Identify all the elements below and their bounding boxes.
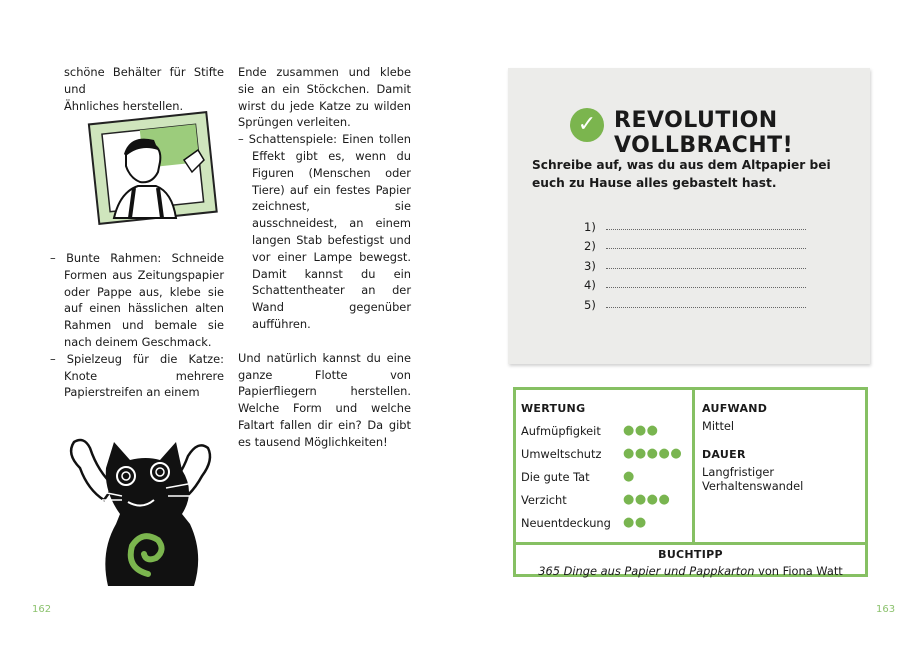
answer-lines	[584, 214, 806, 312]
buchtipp-heading: BUCHTIPP	[658, 548, 723, 561]
answer-line[interactable]: 2)	[584, 234, 806, 254]
criterion-dots: ●●●●●	[623, 446, 683, 461]
paragraph: Ende zusammen und klebe sie an ein Stöckchen. Damit wirst du jede Katze zu wilden Sprüngen verleiten.	[238, 65, 411, 130]
note-prompt: Schreibe auf, was du aus dem Altpapier bei euch zu Hause alles gebastelt hast.	[532, 158, 831, 190]
criterion-label: Umweltschutz	[521, 447, 602, 461]
answer-line[interactable]: 1)	[584, 214, 806, 234]
dauer-value: Langfristiger Verhaltenswandel	[702, 465, 804, 493]
aufwand-value: Mittel	[702, 419, 735, 433]
paragraph: Und natürlich kannst du eine ganze Flotte von Papierfliegern herstellen. Welche Form und welche Faltart fallen dir ein? Da gibt es tausend Möglichkeiten!	[238, 350, 411, 449]
answer-line[interactable]: 5)	[584, 292, 806, 312]
criterion-dots: ●	[623, 469, 635, 484]
page-number-left: 162	[32, 604, 52, 615]
column1-bottom-text	[50, 250, 224, 401]
cat-illustration	[62, 428, 216, 586]
criterion-label: Die gute Tat	[521, 470, 590, 484]
list-item: – Bunte Rahmen: Schneide Formen aus Zeitungspapier oder Pappe aus, klebe sie auf einen hässlichen alten Rahmen und bemale sie nach deinem Geschmack.	[50, 251, 224, 349]
column2-text	[238, 64, 411, 451]
criterion-dots: ●●	[623, 515, 647, 530]
list-item: – Spielzeug für die Katze: Knote mehrere Papierstreifen an einem	[50, 351, 224, 400]
answer-line[interactable]: 3)	[584, 253, 806, 273]
book-title: 365 Dinge aus Papier und Pappkarton	[538, 564, 755, 578]
page-number-right: 163	[876, 604, 896, 615]
criterion-label: Neuentdeckung	[521, 516, 611, 530]
book-author: von Fiona Watt	[754, 564, 843, 578]
criterion-label: Aufmüpfigkeit	[521, 424, 601, 438]
text-line: schöne Behälter für Stifte und	[64, 65, 224, 96]
dauer-heading: DAUER	[702, 448, 746, 461]
check-icon: ✓	[570, 108, 604, 142]
aufwand-heading: AUFWAND	[702, 402, 768, 415]
criterion-dots: ●●●●	[623, 492, 671, 507]
note-card	[508, 68, 870, 364]
wertung-heading: WERTUNG	[521, 402, 586, 415]
column1-top-text	[64, 64, 224, 114]
text-line: Ähnliches herstellen.	[64, 98, 184, 113]
note-title: REVOLUTION VOLLBRACHT!	[614, 108, 794, 158]
rating-box	[513, 387, 868, 577]
buchtipp-value	[516, 564, 865, 578]
criterion-dots: ●●●	[623, 423, 659, 438]
criterion-label: Verzicht	[521, 493, 567, 507]
portrait-illustration	[84, 108, 222, 232]
list-item: – Schattenspiele: Einen tollen Effekt gibt es, wenn du Figuren (Menschen oder Tiere) auf ein festes Papier zeichnest, sie ausschneidest, an einem langen Stab befestigst und vor einer Lampe bewegst. Damit kannst du ein Schattentheater an der Wand gegenüber aufführen.	[238, 132, 411, 331]
answer-line[interactable]: 4)	[584, 273, 806, 293]
